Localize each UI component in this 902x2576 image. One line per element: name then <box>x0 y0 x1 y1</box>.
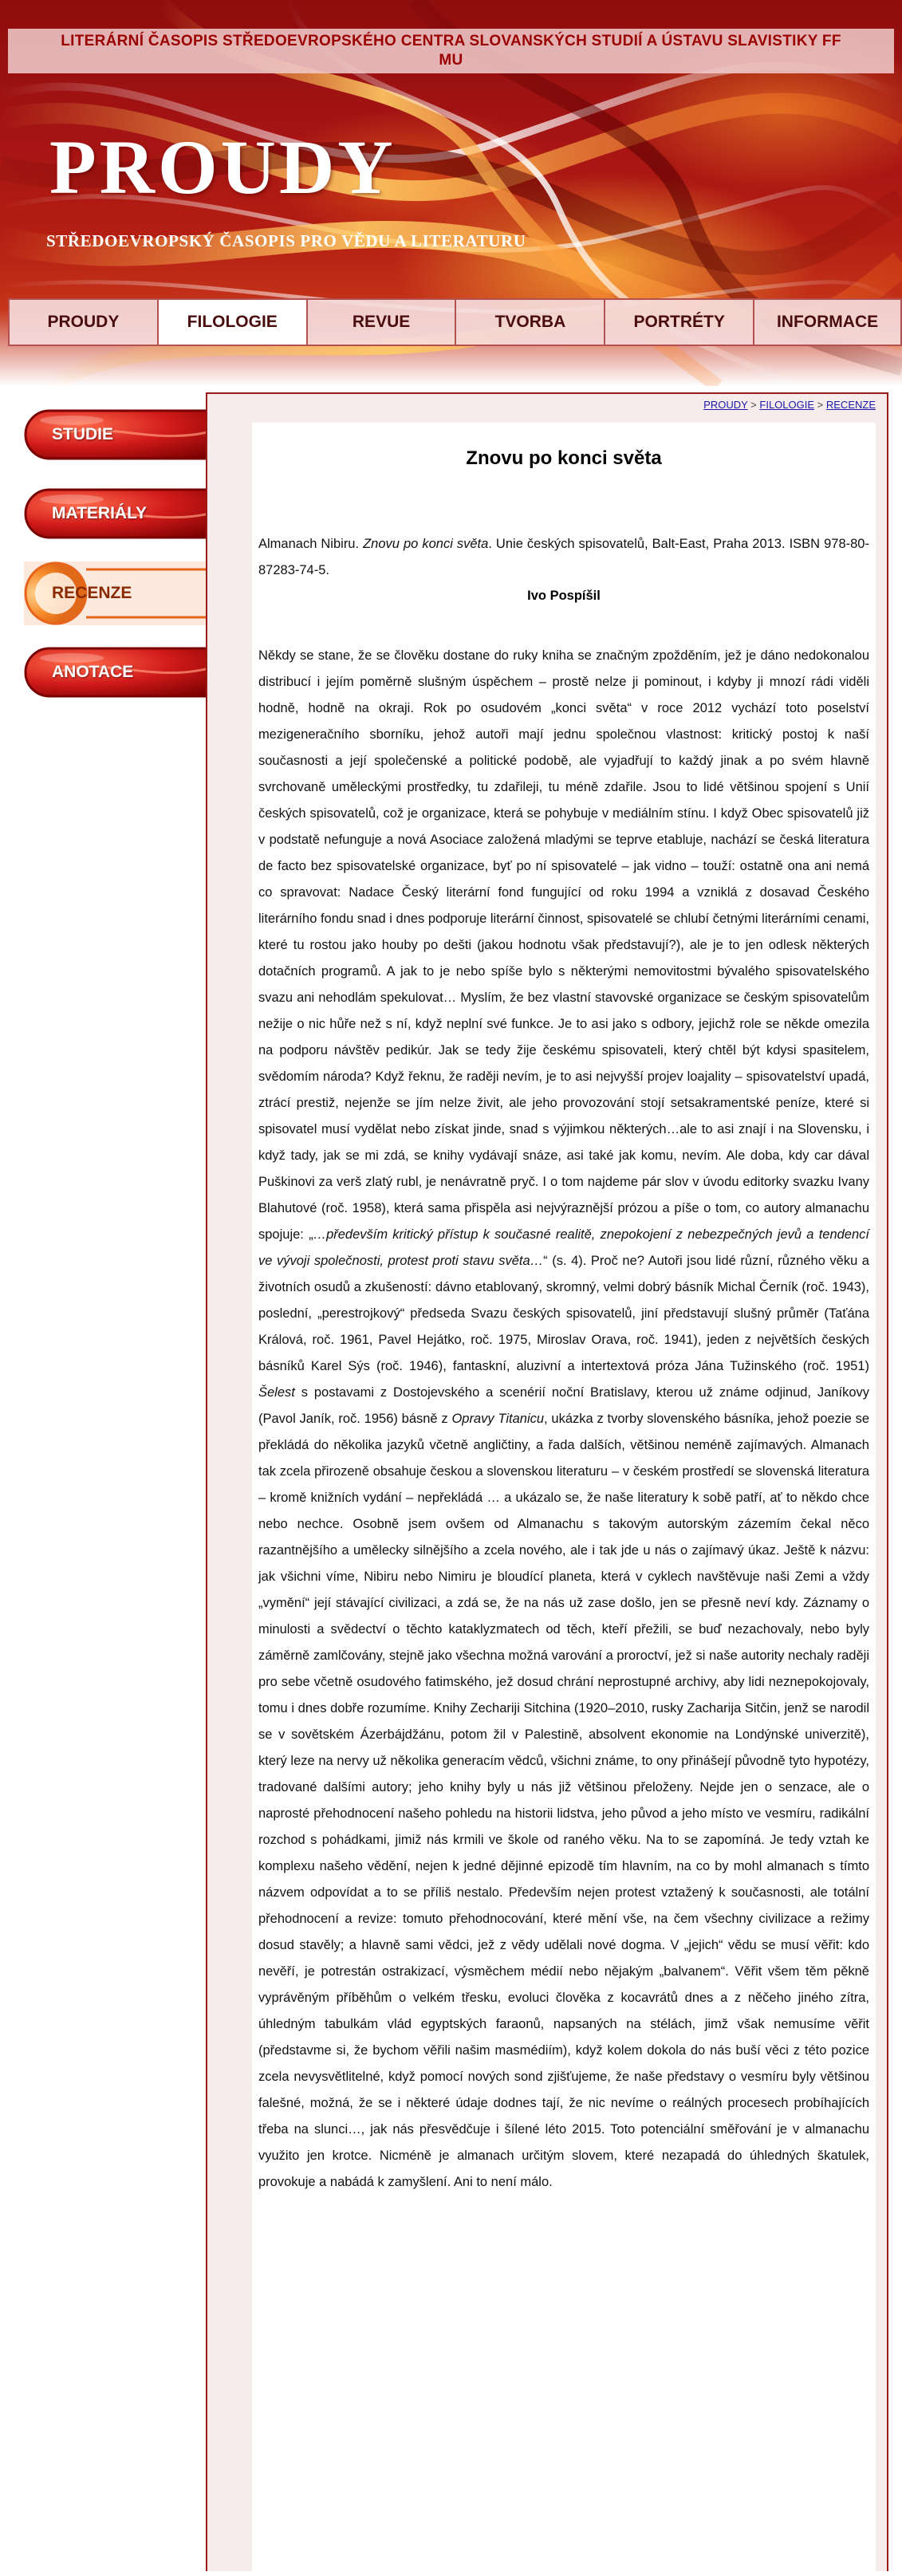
sidebar-item-label: MATERIÁLY <box>52 504 148 522</box>
body-book-title: Opravy Titanicu <box>451 1412 545 1426</box>
sidebar-item-studie[interactable] <box>24 403 236 467</box>
breadcrumb-link-recenze[interactable]: RECENZE <box>825 399 876 411</box>
biblio-book-title: Znovu po konci světa <box>363 537 489 551</box>
sidebar-item-recenze[interactable] <box>24 561 236 625</box>
breadcrumb-separator: > <box>817 399 824 411</box>
nav-item-tvorba[interactable]: TVORBA <box>455 298 604 346</box>
nav-item-revue[interactable]: REVUE <box>306 298 455 346</box>
body-text-part: s postavami z Dostojevského a scenérií noční Bratislavy, kterou už známe odjinud, Janíkovy (Pavol Janík, roč. 1956) básně z <box>258 1385 869 1426</box>
article <box>252 423 876 2576</box>
site-logo[interactable]: PROUDY <box>49 124 396 210</box>
main-nav <box>8 298 902 346</box>
breadcrumb <box>703 399 876 411</box>
site-subtitle: STŘEDOEVROPSKÝ ČASOPIS PRO VĚDU A LITERATURU <box>46 231 526 250</box>
breadcrumb-link-filologie[interactable]: FILOLOGIE <box>759 399 815 411</box>
nav-item-informace[interactable]: INFORMACE <box>753 298 902 346</box>
sidebar-item-materialy[interactable] <box>24 482 236 546</box>
body-text-part: Někdy se stane, že se člověku dostane do ruky kniha se značným zpožděním, jež je dáno nedokonalou distribucí i jejím poměrně slušným úspěchem – prostě nelze ji pominout, i kdyby ji mnozí rádi viděli hodně, hodně na okraji. Rok po osudovém „konci světa“ v roce 2012 vychází toto poselství mezigeneračního sborníku, jehož autoři mají jednu společnou vlastnost: kritický postoj k naší současnosti a její společenské a politické podobě, ale vyjadřují to každý jinak a po svém hlavně svrchovaně uměleckými prostředky, tu zdařileji, tu méně zdařile. Jsou to lidé většinou spojení s Unií českých spisovatelů, což je organizace, která se pohybuje v mediálním stínu. I když Obec spisovatelů již v podstatě nefunguje a nová Asociace založená mladými se teprve etabluje, nachází se česká literatura de facto bez spisovatelské organizace, byť po ní spisovatelé – jak vidno – touží: ostatně ona ani nemá co spravovat: Nadace Český literární fond fungující od roku 1994 a vzniklá z dosavad Českého literárního fondu snad i dnes podporuje literární činnost, spisovatelé se chlubí četnými literárními cenami, které tu rostou jako houby po dešti (jakou hodnotu však představují?), ale je to jen odlesk některých dotačních programů. A jak to je nebo spíše bylo s některými nemovitostmi bývalého spisovatelského svazu ani nehodlám spekulovat… Myslím, že bez vlastní stavovské organizace se českým spisovatelům nežije o nic hůře než s ní, když neplní své funkce. Je to asi jako s odbory, jejichž role se někde omezila na podporu návštěv pedikúr. Jak se tedy žije českému spisovateli, který chtěl být kdysi spasitelem, svědomím národa? Když řeknu, že raději nevím, je to asi nejvyšší projev loajality – spisovatelství upadá, ztrácí prestiž, nejenže se jím nelze živit, ale jeho provozování stojí setsakramentské peníze, které si spisovatel musí vydělat nebo získat jinde, snad s výjimkou některých…ale to asi znají i na Slovensku, i když tady, jak se mi zdá, se knihy vydávají snáze, asi také jak komu, nevím. Ale doba, kdy car dával Puškinovi za verš zlatý rubl, je nenávratně pryč. I o tom najdeme pár slov v úvodu editorky svazku Ivany Blahutové (roč. 1958), která sama přispěla asi nejvýraznější prózou a píše o tom, co autory almanachu spojuje: „ <box>258 648 869 1242</box>
breadcrumb-separator: > <box>750 399 757 411</box>
article-author: Ivo Pospíšil <box>527 589 601 603</box>
body-quote: …především kritický přístup k současné realitě, znepokojení z nebezpečných jevů a tendencí ve vývoji společnosti, protest proti stavu světa… <box>258 1227 869 1268</box>
body-text-part: “ (s. 4). Proč ne? Autoři jsou lidé různí, různého věku a životních osudů a zkušeností: dávno etablovaný, skromný, velmi dobrý básník Michal Černík (roč. 1943), poslední, „perestrojkový“ předseda Svazu českých spisovatelů, jiní představují slušný průměr (Taťána Králová, roč. 1961, Pavel Hejátko, roč. 1975, Miroslav Orava, roč. 1941), jeden z největších českých básníků Karel Sýs (roč. 1946), fantaskní, aluzivní a intertextová próza Jána Tužinského (roč. 1951) <box>258 1254 869 1373</box>
sidebar-item-label: STUDIE <box>52 425 114 443</box>
breadcrumb-link-proudy[interactable]: PROUDY <box>703 399 748 411</box>
banner-title: LITERÁRNÍ ČASOPIS STŘEDOEVROPSKÉHO CENTRA SLOVANSKÝCH STUDIÍ A ÚSTAVU SLAVISTIKY FF MU <box>61 33 841 69</box>
biblio-prefix: Almanach Nibiru. <box>258 537 364 551</box>
article-title: Znovu po konci světa <box>466 447 662 469</box>
body-book-title: Šelest <box>258 1385 295 1400</box>
nav-item-filologie[interactable]: FILOLOGIE <box>157 298 306 346</box>
nav-item-proudy[interactable]: PROUDY <box>8 298 157 346</box>
sidebar-item-label: RECENZE <box>52 584 132 602</box>
biblio-details: . Unie českých spisovatelů, Balt-East, Praha 2013. ISBN 978-80-87283-74-5. <box>258 537 869 577</box>
site-banner <box>8 29 894 73</box>
nav-item-portrety[interactable]: PORTRÉTY <box>604 298 753 346</box>
content-frame <box>206 392 888 2571</box>
sidebar-item-anotace[interactable] <box>24 640 236 704</box>
sidebar-item-label: ANOTACE <box>52 663 134 681</box>
article-bibliography <box>258 531 869 584</box>
site-header <box>0 0 902 386</box>
body-text-part: , ukázka z tvorby slovenského básníka, jehož poezie se překládá do několika jazyků včetně angličtiny, a řada dalších, většinou neméně zajímavých. Almanach tak zcela přirozeně obsahuje českou a slovenskou literaturu – v českém prostředí se slovenská literatura – kromě knižních vydání – nepřekládá … a ukázalo se, že naše literatury k sobě patří, ať to někdo chce nebo nechce. Osobně jsem ovšem od Almanachu s takovým autorským zázemím čekal něco razantnějšího a umělecky silnějšího a zcela nového, ale i tak jde u nás o zajímavý úkaz. Ještě k názvu: jak všichni víme, Nibiru nebo Nimiru je bloudící planeta, která v cyklech navštěvuje naši Zemi a vždy „vymění“ její stávající civilizaci, a zdá se, že na nás už zase došlo, jen se přesně neví kdy. Záznamy o minulosti a svědectví o těchto kataklyzmatech od těch, kteří přežili, se buď nezachovaly, nebo byly záměrně zamlčovány, stejně jako všechna možná varování a proroctví, jež si naše autority nechaly raději pro sebe včetně osudového fatimského, jež dosud chrání neprostupné archivy, aby lidi neznepokojovaly, tomu i dnes dobře rozumíme. Knihy Zechariji Sitchina (1920–2010, rusky Zacharija Sitčin, jenž se narodil se v sovětském Ázerbájdžánu, potom žil v Palestině, absolvent ekonomie na Londýnské univerzitě), který leze na nervy už několika generacím vědců, všichni známe, to ony přinášejí původně tyto hypotézy, tradované dalšími autory; jeho knihy byly u nás již většinou přeloženy. Nejde jen o senzace, ale o naprosté přehodnocení našeho pohledu na historii lidstva, jeho původ a jeho místo ve vesmíru, radikální rozchod s pohádkami, jimiž nás krmili ve škole od raného věku. Na to se zapomíná. Je tedy vztah ke komplexu našeho vědění, nejen k jedné dějinné epizodě tím hlavním, na co by mohl almanach s tímto názvem odpovídat a to se příliš nestalo. Především nejen protest vztažený k současnosti, ale totální přehodnocení a revize: tomuto přehodnocování, které mění vše, na čem všechny civilizace a režimy dosud stavěly; a hlavně sami vědci, jež z vědy udělali nové dogma. V „jejich“ vědu se musí věřit: kdo nevěří, je potrestán ostrakizací, výsměchem médií nebo nějakým „balvanem“. Věřit všem těm pěkně vyprávěným příběhům o velkém třesku, evoluci člověka z kocavrátů dnes a z něčeho jiného zítra, úhledným tabulkám vlád egyptských faraonů, napsaných na stélách, jimž však nemusíme věřit (představme si, že bychom věřili našim masmédiím), když kolem dokola do nás buší věci z této pozice zcela nevysvětlitelné, když pomocí nových sond zjišťujeme, že naše představy o vesmíru byly většinou falešné, možná, že se i některé údaje dodnes tají, že nic nevíme o reálných procesech probíhajících třeba na slunci…, jak nás přesvědčuje i šílené léto 2015. Toto potenciální směřování je v almanachu využito jen krotce. Nicméně je almanach určitým slovem, které nezapadá do úhledných škatulek, provokuje a nabádá k zamyšlení. Ani to není málo. <box>258 1412 869 2189</box>
article-body <box>258 643 869 2196</box>
